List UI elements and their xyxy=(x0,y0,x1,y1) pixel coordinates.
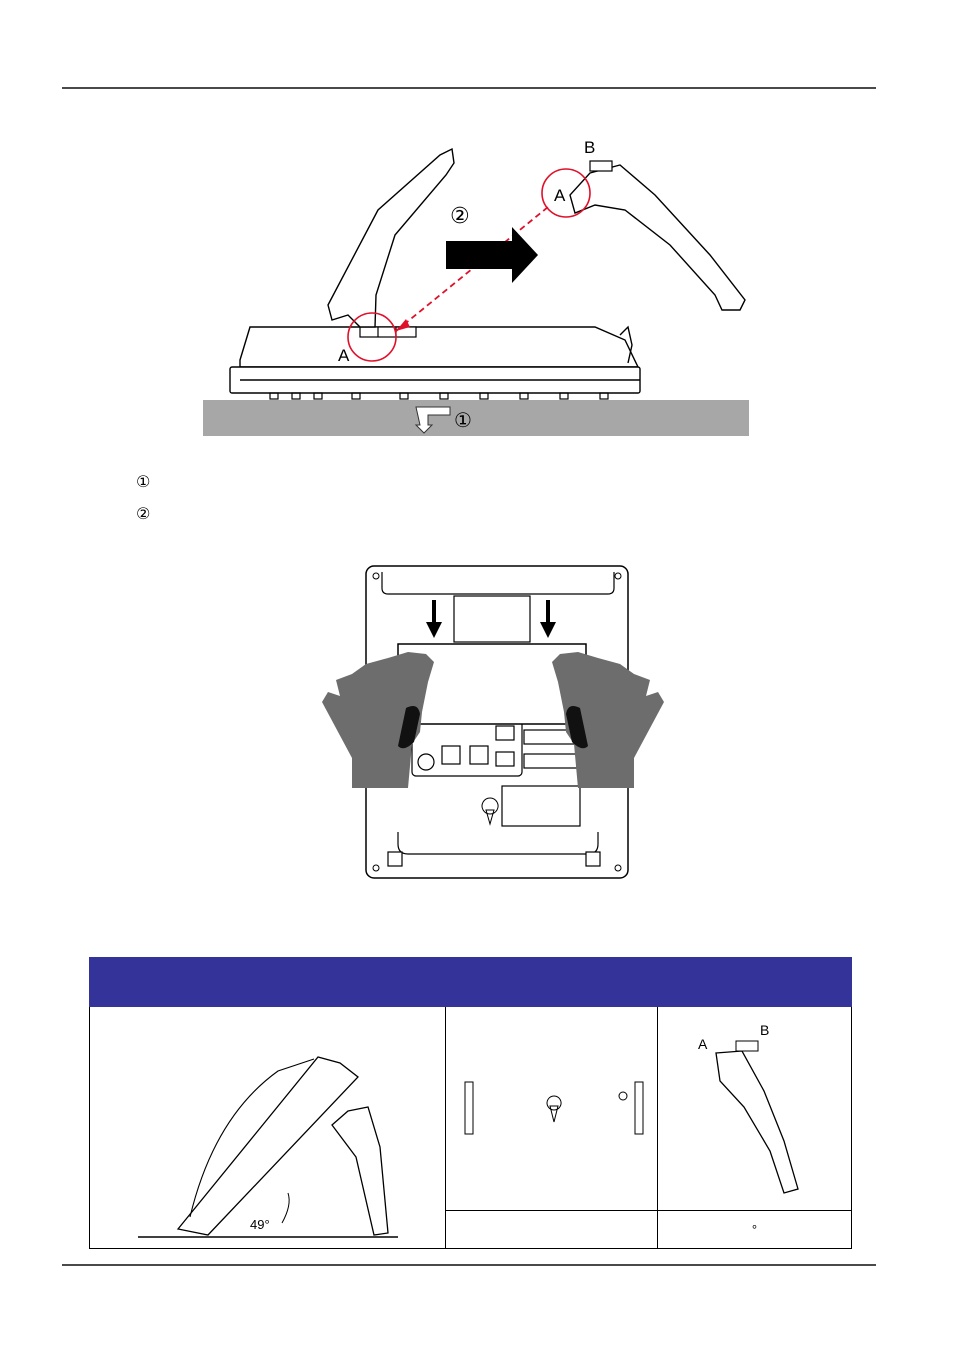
table-header-1 xyxy=(90,958,446,1007)
header-rule xyxy=(62,87,876,89)
table-header-row xyxy=(90,958,852,1007)
attached-stand xyxy=(328,149,454,327)
stand-caption: ° xyxy=(658,1211,852,1249)
stand-label-b: B xyxy=(759,1022,769,1038)
label-b: B xyxy=(584,138,596,157)
wall-mount-caption xyxy=(446,1211,658,1249)
phone-body xyxy=(230,327,640,399)
keyhole-icon xyxy=(547,1096,561,1122)
move-arrow xyxy=(446,227,538,283)
stand-cell xyxy=(658,1007,852,1211)
table-row xyxy=(90,1007,852,1211)
table-header-2 xyxy=(446,958,658,1007)
label-a-stand: A xyxy=(554,186,566,205)
step-2-marker: ② xyxy=(450,204,470,229)
stand-slot xyxy=(360,327,416,337)
wall-mount-figure xyxy=(457,1066,647,1146)
stand-removal-figure xyxy=(200,135,760,445)
step-1-marker-text: ① xyxy=(136,472,151,491)
stand-tab-b xyxy=(590,161,612,171)
stand-spec-table xyxy=(89,957,852,1249)
side-view-figure xyxy=(118,1007,418,1243)
phone-back-figure xyxy=(318,562,668,882)
removed-stand xyxy=(570,165,745,310)
side-view-cell xyxy=(90,1007,446,1249)
desk-surface xyxy=(203,400,749,436)
stand-figure xyxy=(680,1011,830,1201)
step-2-marker-text: ② xyxy=(136,504,151,523)
stand-label-a: A xyxy=(697,1036,707,1052)
angle-label: 49° xyxy=(249,1217,270,1232)
footer-rule xyxy=(62,1264,876,1266)
wall-mount-cell xyxy=(446,1007,658,1211)
table-header-3 xyxy=(658,958,852,1007)
label-a-base: A xyxy=(338,346,350,365)
step-1-marker: ① xyxy=(454,408,472,432)
